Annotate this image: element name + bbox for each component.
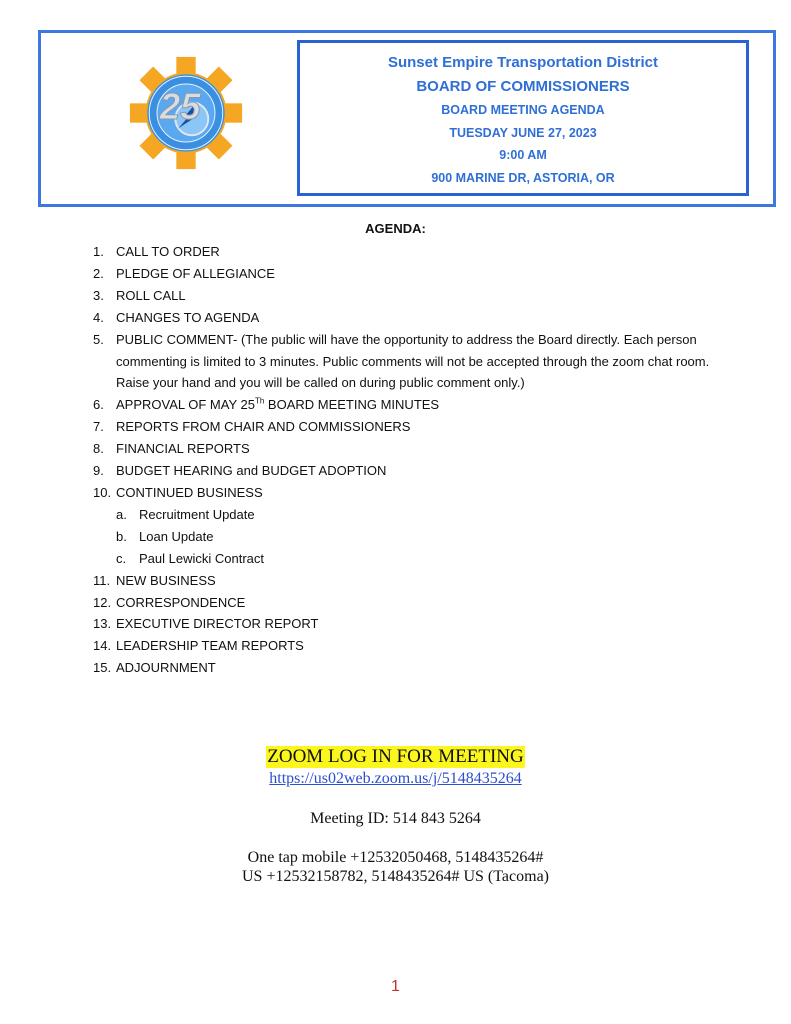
agenda-item-text: BUDGET HEARING and BUDGET ADOPTION xyxy=(116,463,387,479)
agenda-item-text: ADJOURNMENT xyxy=(116,660,216,676)
agenda-subitem-letter: c. xyxy=(116,550,127,566)
ordinal-suffix: Th xyxy=(254,397,265,407)
page-number: 1 xyxy=(391,978,400,995)
agenda-item-number: 13. xyxy=(93,616,112,632)
agenda-item-text: FINANCIAL REPORTS xyxy=(116,441,250,457)
meeting-location: 900 MARINE DR, ASTORIA, OR xyxy=(431,170,615,185)
agenda-subitem-text: Recruitment Update xyxy=(139,506,255,522)
agenda-item xyxy=(93,592,733,614)
district-25-anniversary-logo-icon xyxy=(128,55,244,171)
agenda-item-text-before: APPROVAL OF MAY 25 xyxy=(116,397,255,413)
agenda-title: AGENDA: xyxy=(365,221,426,236)
agenda-item-text: PLEDGE OF ALLEGIANCE xyxy=(116,265,275,281)
one-tap-mobile-line-1: One tap mobile +12532050468, 5148435264# xyxy=(247,849,544,866)
agenda-item-number: 1. xyxy=(93,244,104,259)
agenda-item-text: ROLL CALL xyxy=(116,287,186,303)
agenda-item-text: CHANGES TO AGENDA xyxy=(116,309,260,325)
logo-number: 25 xyxy=(159,85,201,127)
agenda-item-number: 8. xyxy=(93,441,104,457)
zoom-meeting-info xyxy=(0,746,791,886)
agenda-item-text: LEADERSHIP TEAM REPORTS xyxy=(116,638,304,654)
zoom-login-heading: ZOOM LOG IN FOR MEETING xyxy=(267,746,524,767)
agenda-subitem-text: Loan Update xyxy=(139,528,214,544)
agenda-item-text xyxy=(116,394,733,416)
agenda-item-text: CORRESPONDENCE xyxy=(116,594,246,610)
agenda-item-text: EXECUTIVE DIRECTOR REPORT xyxy=(116,616,319,632)
agenda-item-text: CALL TO ORDER xyxy=(116,244,220,259)
agenda-item-number: 4. xyxy=(93,309,104,325)
agenda-subitem xyxy=(93,526,733,548)
agenda-item-number: 9. xyxy=(93,463,104,479)
meeting-id: Meeting ID: 514 843 5264 xyxy=(310,810,481,827)
agenda-item-number: 11. xyxy=(93,572,111,588)
agenda-item-text: PUBLIC COMMENT- (The public will have the opportunity to address the Board directly. Each person commenting is limited to 3 minutes. Public comments will not be accepted through the zoom chat room. Raise your hand and you will be called on during public comment only.) xyxy=(116,331,710,391)
agenda-item-number: 2. xyxy=(93,265,104,281)
agenda-item xyxy=(93,307,733,329)
agenda-item-number: 6. xyxy=(93,397,104,413)
agenda-item-public-comment xyxy=(93,329,733,395)
agenda-item-text: NEW BUSINESS xyxy=(116,572,216,588)
meeting-time: 9:00 AM xyxy=(499,148,547,162)
agenda-item-text: REPORTS FROM CHAIR AND COMMISSIONERS xyxy=(116,419,411,435)
document-type: BOARD MEETING AGENDA xyxy=(441,103,605,117)
agenda-subitem xyxy=(93,548,733,570)
agenda-subitem xyxy=(93,504,733,526)
agenda-item-number: 3. xyxy=(93,287,104,303)
agenda-item xyxy=(93,241,733,263)
agenda-subitem-letter: a. xyxy=(116,506,127,522)
agenda-item xyxy=(93,394,733,416)
one-tap-mobile-line-2: US +12532158782, 5148435264# US (Tacoma) xyxy=(242,868,549,885)
agenda-item-number: 10. xyxy=(93,484,112,500)
agenda-item-text-after: BOARD MEETING MINUTES xyxy=(264,397,440,413)
agenda-item xyxy=(93,635,733,657)
agenda-item xyxy=(93,657,733,679)
meeting-date: TUESDAY JUNE 27, 2023 xyxy=(449,125,597,140)
header-title-box xyxy=(297,40,749,196)
agenda-item-number: 15. xyxy=(93,660,112,676)
agenda-item xyxy=(93,438,733,460)
agenda-subitem-text: Paul Lewicki Contract xyxy=(139,550,264,566)
agenda-item xyxy=(93,460,733,482)
agenda-item-number: 7. xyxy=(93,419,104,435)
agenda-item xyxy=(93,482,733,504)
agenda-item xyxy=(93,285,733,307)
agenda-item xyxy=(93,263,733,285)
agenda-item xyxy=(93,570,733,592)
board-name: BOARD OF COMMISSIONERS xyxy=(416,78,630,95)
agenda-subitem-letter: b. xyxy=(116,528,127,544)
agenda-item xyxy=(93,416,733,438)
agenda-list xyxy=(93,241,733,679)
agenda-item-number: 14. xyxy=(93,638,112,654)
agenda-item-number: 5. xyxy=(93,331,104,347)
zoom-meeting-link[interactable]: https://us02web.zoom.us/j/5148435264 xyxy=(269,770,522,787)
header-outer-box xyxy=(38,30,776,207)
organization-name: Sunset Empire Transportation District xyxy=(387,54,659,71)
agenda-item-text: CONTINUED BUSINESS xyxy=(116,484,263,500)
agenda-item-number: 12. xyxy=(93,594,112,610)
agenda-item xyxy=(93,613,733,635)
